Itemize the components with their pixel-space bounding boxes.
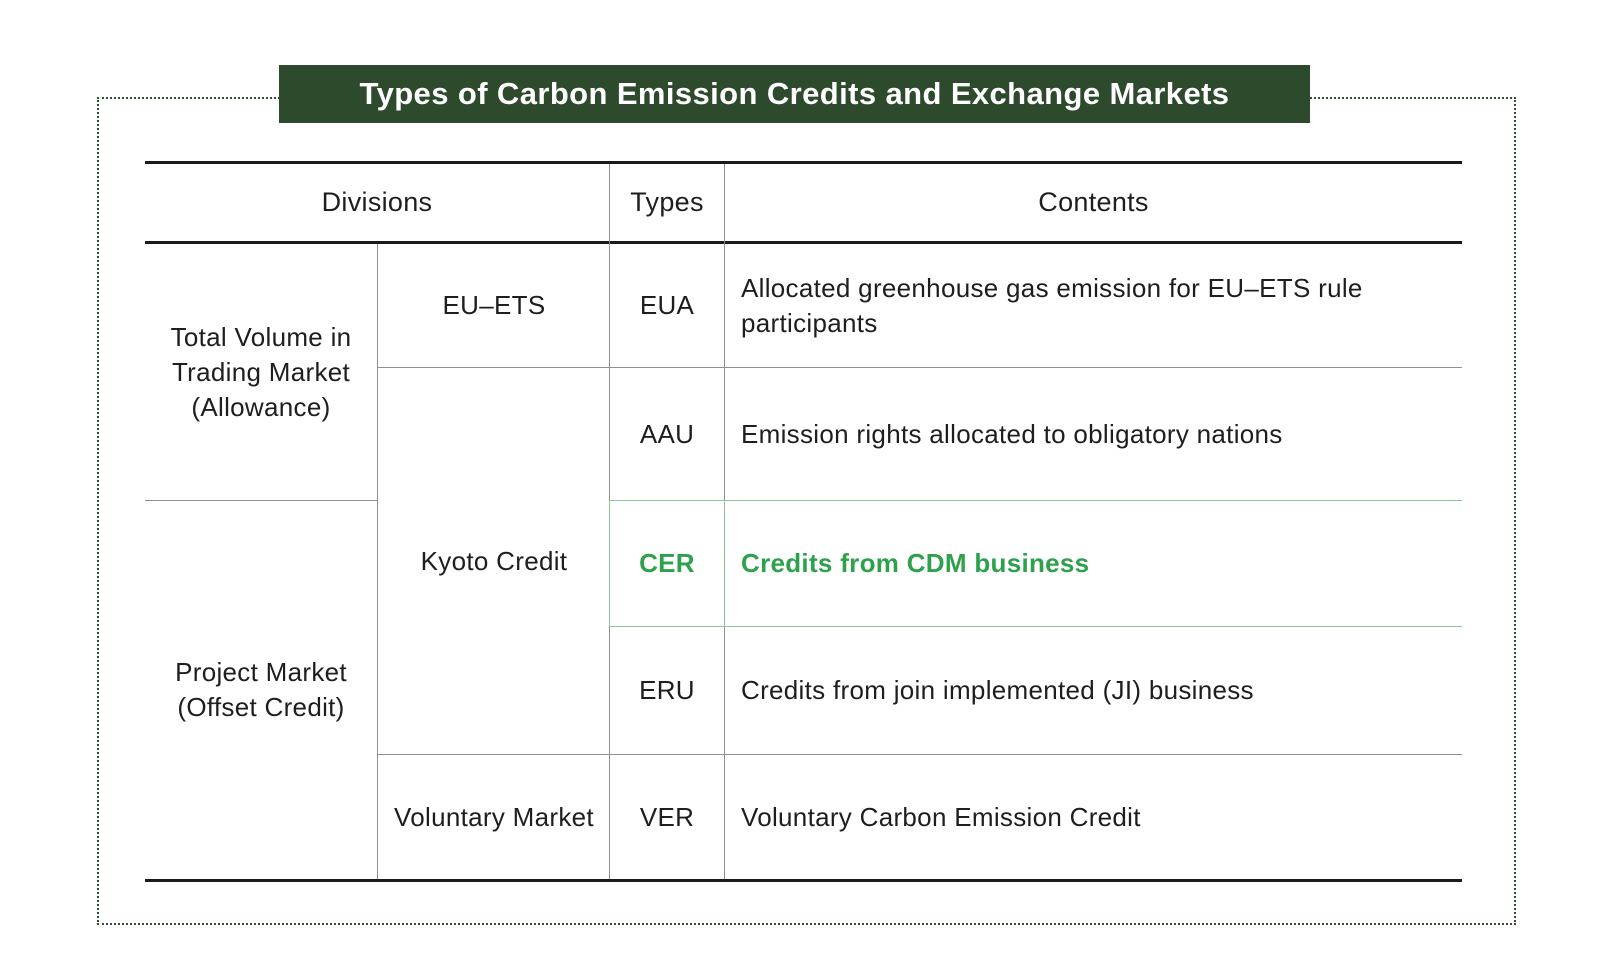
- division-group-project: [145, 501, 377, 879]
- header-contents: Contents: [1038, 187, 1149, 217]
- subdivision-kyoto-credit: Kyoto Credit: [420, 545, 568, 576]
- division-group-allowance-label: Total Volume in Trading Market (Allowance): [170, 321, 352, 422]
- subdivision-eu-ets: EU–ETS: [442, 290, 546, 320]
- content-cer: Credits from CDM business: [741, 548, 1090, 578]
- content-aau: Emission rights allocated to obligatory nations: [741, 418, 1283, 449]
- division-group-project-label: Project Market (Offset Credit): [175, 657, 347, 722]
- content-eua: Allocated greenhouse gas emission for EU–ETS rule participants: [741, 272, 1363, 338]
- page-title: Types of Carbon Emission Credits and Exchange Markets: [359, 76, 1230, 111]
- type-cer: CER: [639, 548, 695, 578]
- divider-contents-left-highlight: [724, 501, 725, 626]
- divider-contents-left-lower: [724, 626, 725, 879]
- content-eru: Credits from join implemented (JI) business: [741, 675, 1254, 705]
- content-ver: Voluntary Carbon Emission Credit: [741, 801, 1141, 832]
- table-bottom-rule: [145, 879, 1462, 882]
- divider-divisions-inner: [377, 244, 378, 879]
- type-aau: AAU: [639, 418, 695, 449]
- type-eua: EUA: [639, 290, 695, 320]
- division-group-allowance: [145, 244, 377, 500]
- subdivision-voluntary-market: Voluntary Market: [394, 801, 594, 832]
- title-bar: [279, 65, 1310, 123]
- type-ver: VER: [639, 801, 695, 832]
- type-eru: ERU: [639, 675, 695, 705]
- header-types: Types: [630, 187, 704, 217]
- header-divisions: Divisions: [321, 187, 433, 217]
